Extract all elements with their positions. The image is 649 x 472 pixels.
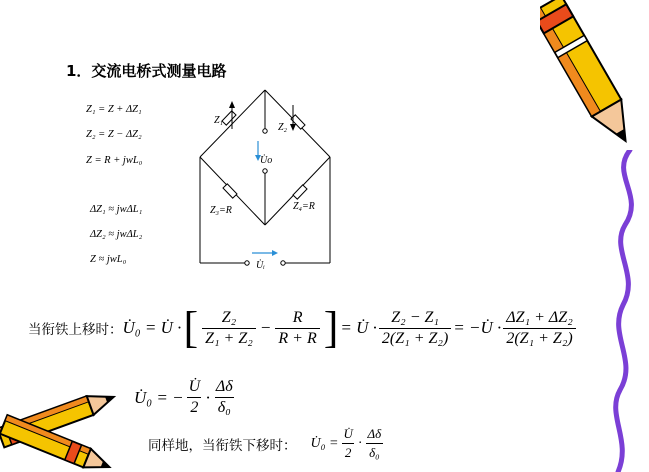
- eq-simplified-frac1: [186, 378, 204, 417]
- eq-upward-minus: −: [260, 318, 271, 337]
- equation-upward: [28, 303, 578, 352]
- frac1-numerator: U̇: [343, 426, 353, 441]
- frac1-numerator: Z₂: [221, 308, 237, 326]
- definition-z1: Z₁ = Z + ΔZ₁: [86, 104, 142, 115]
- definition-z: Z = R + jwL₀: [86, 155, 143, 166]
- frac4-denominator: 2(Z₁ + Z₂): [503, 328, 575, 348]
- frac2-denominator: δ₀: [366, 443, 383, 461]
- eq-upward-eq3: = −U̇ ·: [453, 318, 502, 337]
- definition-z-approx: Z ≈ jwL₀: [90, 254, 127, 265]
- equation-simplified: [134, 378, 238, 417]
- definition-dz2: ΔZ₂ ≈ jwΔL₂: [90, 229, 143, 240]
- frac2-denominator: δ₀: [215, 397, 234, 417]
- frac1-denominator: 2: [342, 443, 355, 461]
- pencil-decoration-top-right: [540, 0, 649, 160]
- bridge-circuit-diagram: [190, 85, 340, 275]
- label-ui: U̇ᵢ: [256, 260, 265, 271]
- resistor-z1: [222, 111, 236, 125]
- eq-upward-eq2: = U̇ ·: [340, 318, 377, 337]
- eq-simplified-lhs: U̇₀ = −: [134, 387, 184, 407]
- purple-wavy-border: [590, 150, 649, 472]
- eq-upward-lhs: U̇₀ = U̇ ·: [122, 318, 182, 337]
- arrow-up-icon: [229, 101, 235, 108]
- definition-dz1: ΔZ₁ ≈ jwΔL₁: [90, 204, 143, 215]
- left-bracket: [: [183, 303, 199, 352]
- frac2-numerator: Δδ: [215, 378, 233, 395]
- frac4-numerator: ΔZ₁ + ΔZ₂: [506, 308, 573, 326]
- frac3-numerator: Z₂ − Z₁: [391, 308, 439, 326]
- eq-downward-frac2: [365, 426, 385, 461]
- definition-z2: Z₂ = Z − ΔZ₂: [86, 129, 142, 140]
- frac2-numerator: R: [292, 308, 303, 326]
- frac2-denominator: R + R: [275, 328, 319, 348]
- eq-simplified-dot: ·: [205, 387, 211, 407]
- frac1-denominator: 2: [187, 397, 201, 417]
- eq-upward-frac3: [379, 309, 451, 348]
- eq-downward-lhs: U̇₀ =: [310, 435, 339, 451]
- frac2-numerator: Δδ: [367, 426, 382, 441]
- arrow-down-icon: [290, 124, 296, 131]
- right-bracket: ]: [323, 303, 339, 352]
- eq-simplified-frac2: [213, 378, 236, 417]
- section-title: 1．交流电桥式测量电路: [66, 62, 227, 80]
- label-z3: Z₃=R: [210, 205, 232, 216]
- label-z4: Z₄=R: [293, 201, 315, 212]
- eq-downward-prefix: 同样地，当衔铁下移时：: [148, 437, 297, 454]
- frac1-numerator: U̇: [188, 378, 201, 395]
- frac1-denominator: Z₁ + Z₂: [202, 328, 256, 348]
- label-z1: Z₁: [214, 115, 224, 126]
- eq-upward-frac4: [503, 309, 576, 348]
- resistor-z4: [293, 185, 307, 199]
- resistor-z3: [223, 184, 237, 198]
- eq-upward-prefix: 当衔铁上移时：: [28, 322, 123, 338]
- eq-downward-dot: ·: [357, 435, 363, 451]
- eq-upward-frac1: [202, 309, 256, 348]
- equation-downward: [148, 426, 386, 461]
- pencil-decoration-bottom-left: [0, 385, 135, 472]
- eq-downward-frac1: [340, 426, 355, 461]
- eq-upward-frac2: [275, 309, 319, 348]
- frac3-denominator: 2(Z₁ + Z₂): [379, 328, 451, 348]
- input-arrow-icon: [272, 250, 278, 256]
- label-z2: Z₂: [278, 122, 288, 133]
- label-uo: U̇o: [260, 155, 273, 166]
